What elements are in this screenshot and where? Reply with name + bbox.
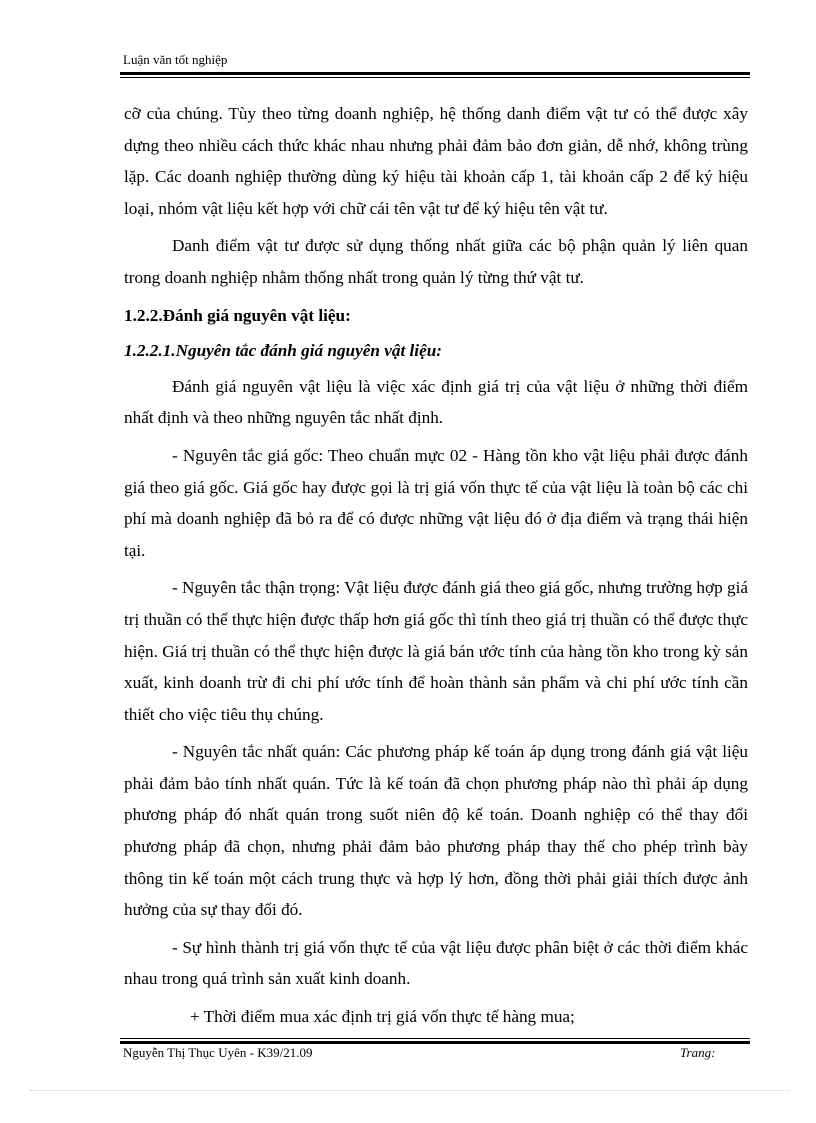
header-divider (120, 72, 750, 78)
bullet-hinh-thanh: - Sự hình thành trị giá vốn thực tế của vật liệu được phân biệt ở các thời điểm khác nhau trong quá trình sản xuất kinh doanh. (124, 937, 748, 989)
section-heading: 1.2.2.Đánh giá nguyên vật liệu: (124, 305, 351, 325)
bullet-gia-goc: - Nguyên tắc giá gốc: Theo chuẩn mực 02 - Hàng tồn kho vật liệu phải được đánh giá theo giá gốc. Giá gốc hay được gọi là trị giá vốn thực tế của vật liệu là toàn bộ các chi phí mà doanh nghiệp đã bỏ ra để có được những vật liệu đó ở địa điểm và trạng thái hiện tại. (124, 445, 748, 560)
paragraph-continuation: cỡ của chúng. Tùy theo từng doanh nghiệp, hệ thống danh điểm vật tư có thể được xây dựng theo nhiều cách thức khác nhau nhưng phải đảm bảo đơn giản, dễ nhớ, không trùng lặp. Các doanh nghiệp thường dùng ký hiệu tài khoản cấp 1, tài khoản cấp 2 để ký hiệu loại, nhóm vật liệu kết hợp với chữ cái tên vật tư để ký hiệu tên vật tư. (124, 104, 748, 218)
footer-divider (120, 1038, 750, 1044)
header-title: Luận văn tốt nghiệp (123, 52, 228, 67)
bullet-nhat-quan: - Nguyên tắc nhất quán: Các phương pháp kế toán áp dụng trong đánh giá vật liệu phải đảm bảo tính nhất quán. Tức là kế toán đã chọn phương pháp nào thì phải áp dụng phương pháp đó nhất quán trong suốt niên độ kế toán. Doanh nghiệp có thể thay đổi phương pháp đã chọn, nhưng phải đảm bảo phương pháp thay thế cho phép trình bày thông tin kế toán một cách trung thực và hợp lý hơn, đồng thời phải giải thích được ảnh hưởng của sự thay đổi đó. (124, 742, 748, 920)
paragraph-danh-gia: Đánh giá nguyên vật liệu là việc xác định giá trị của vật liệu ở những thời điểm nhất định và theo những nguyên tắc nhất định. (124, 376, 748, 428)
paragraph-danh-diem: Danh điểm vật tư được sử dụng thống nhất giữa các bộ phận quản lý liên quan trong doanh nghiệp nhằm thống nhất trong quản lý từng thứ vật tư. (124, 236, 748, 287)
footer-author: Nguyễn Thị Thục Uyên - K39/21.09 (123, 1045, 313, 1060)
document-body (124, 98, 748, 1039)
bullet-than-trong: - Nguyên tắc thận trọng: Vật liệu được đánh giá theo giá gốc, nhưng trường hợp giá trị thuần có thể thực hiện được thấp hơn giá gốc thì tính theo giá trị thuần có thể được thực hiện. Giá trị thuần có thể thực hiện được là giá bán ước tính của hàng tồn kho trong kỳ sản xuất, kinh doanh trừ đi chi phí ước tính để hoàn thành sản phẩm và chi phí ước tính cần thiết cho việc tiêu thụ chúng. (124, 578, 748, 724)
footer-page-label: Trang: (680, 1045, 716, 1060)
page-bottom-edge (30, 1090, 790, 1091)
sub-bullet-thoi-diem-mua: + Thời điểm mua xác định trị giá vốn thực tế hàng mua; (190, 1007, 575, 1027)
subsection-heading: 1.2.2.1.Nguyên tắc đánh giá nguyên vật liệu: (124, 341, 442, 361)
